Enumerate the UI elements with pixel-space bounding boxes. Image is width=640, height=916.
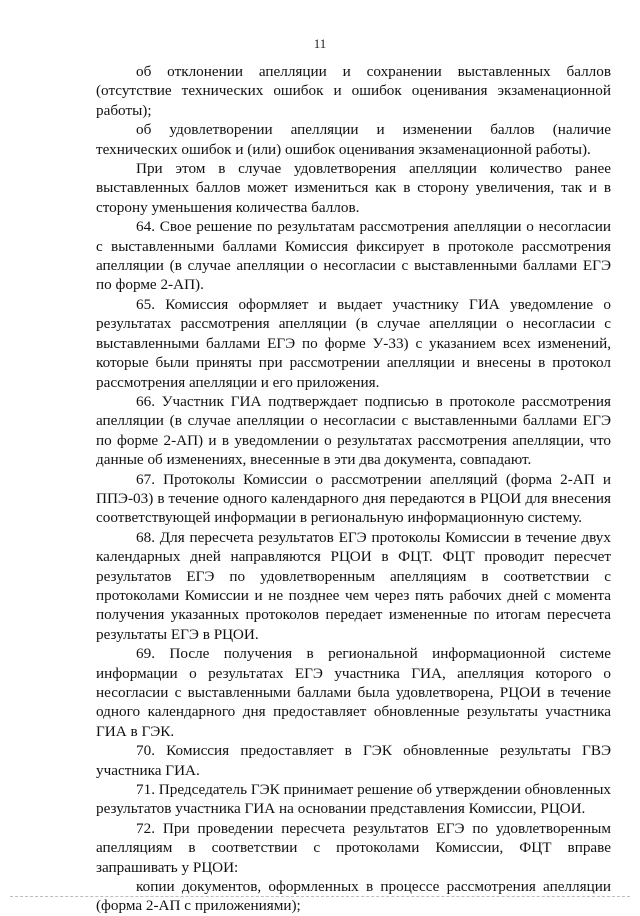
page-number: 11 [313, 36, 327, 51]
paragraph-65: 65. Комиссия оформляет и выдает участнику ГИА уведомление о результатах рассмотрения апелляции (в случае апелляции о несогласии с выставленными баллами ЕГЭ по форме У-33) с указанием всех изменений, которые были приняты при рассмотрении апелляции и внесены в протокол рассмотрения апелляции и его приложения. [96, 295, 611, 391]
paragraph: об отклонении апелляции и сохранении выставленных баллов (отсутствие технических ошибок и ошибок оценивания экзаменационной работы); [96, 63, 611, 119]
page-bottom-divider [10, 896, 630, 897]
paragraph-71: 71. Председатель ГЭК принимает решение об утверждении обновленных результатов участника ГИА на основании представления Комиссии, РЦОИ. [96, 781, 611, 818]
paragraph-66: 66. Участник ГИА подтверждает подписью в протоколе рассмотрения апелляции (в случае апелляции о несогласии с выставленными баллами ЕГЭ по форме 2-АП) и в уведомлении о результатах рассмотрения апелляции, что данные об изменениях, внесенные в эти два документа, совпадают. [96, 392, 611, 469]
paragraph: копии документов, оформленных в процессе рассмотрения апелляции (форма 2-АП с приложениями); [96, 878, 611, 915]
paragraph-70: 70. Комиссия предоставляет в ГЭК обновленные результаты ГВЭ участника ГИА. [96, 742, 611, 779]
paragraph: об удовлетворении апелляции и изменении баллов (наличие технических ошибок и (или) ошибок оценивания экзаменационной работы). [96, 121, 611, 158]
paragraph-64: 64. Свое решение по результатам рассмотрения апелляции о несогласии с выставленными баллами Комиссия фиксирует в протоколе рассмотрения апелляции (в случае апелляции о несогласии с выставленными баллами ЕГЭ по форме 2-АП). [96, 218, 611, 294]
paragraph-69: 69. После получения в региональной информационной системе информации о результатах ЕГЭ участника ГИА, апелляция которого о несогласии с выставленными баллами была удовлетворена, РЦОИ в течение одного календарного дня предоставляет обновленные результаты участника ГИА в ГЭК. [96, 645, 611, 740]
document-body [96, 62, 611, 916]
paragraph: При этом в случае удовлетворения апелляции количество ранее выставленных баллов может измениться как в сторону увеличения, так и в сторону уменьшения количества баллов. [96, 160, 611, 216]
paragraph-68: 68. Для пересчета результатов ЕГЭ протоколы Комиссии в течение двух календарных дней направляются РЦОИ в ФЦТ. ФЦТ проводит пересчет результатов ЕГЭ по удовлетворенным апелляциям в соответствии с протоколами Комиссии и не позднее чем через пять рабочих дней с момента получения указанных протоколов передает измененные по итогам пересчета результаты ЕГЭ в РЦОИ. [96, 528, 611, 643]
paragraph-72: 72. При проведении пересчета результатов ЕГЭ по удовлетворенным апелляциям в соответствии с протоколами Комиссии, ФЦТ вправе запрашивать у РЦОИ: [96, 819, 611, 876]
paragraph-67: 67. Протоколы Комиссии о рассмотрении апелляций (форма 2-АП и ППЭ-03) в течение одного календарного дня передаются в РЦОИ для внесения соответствующей информации в региональную информационную систему. [96, 470, 611, 527]
